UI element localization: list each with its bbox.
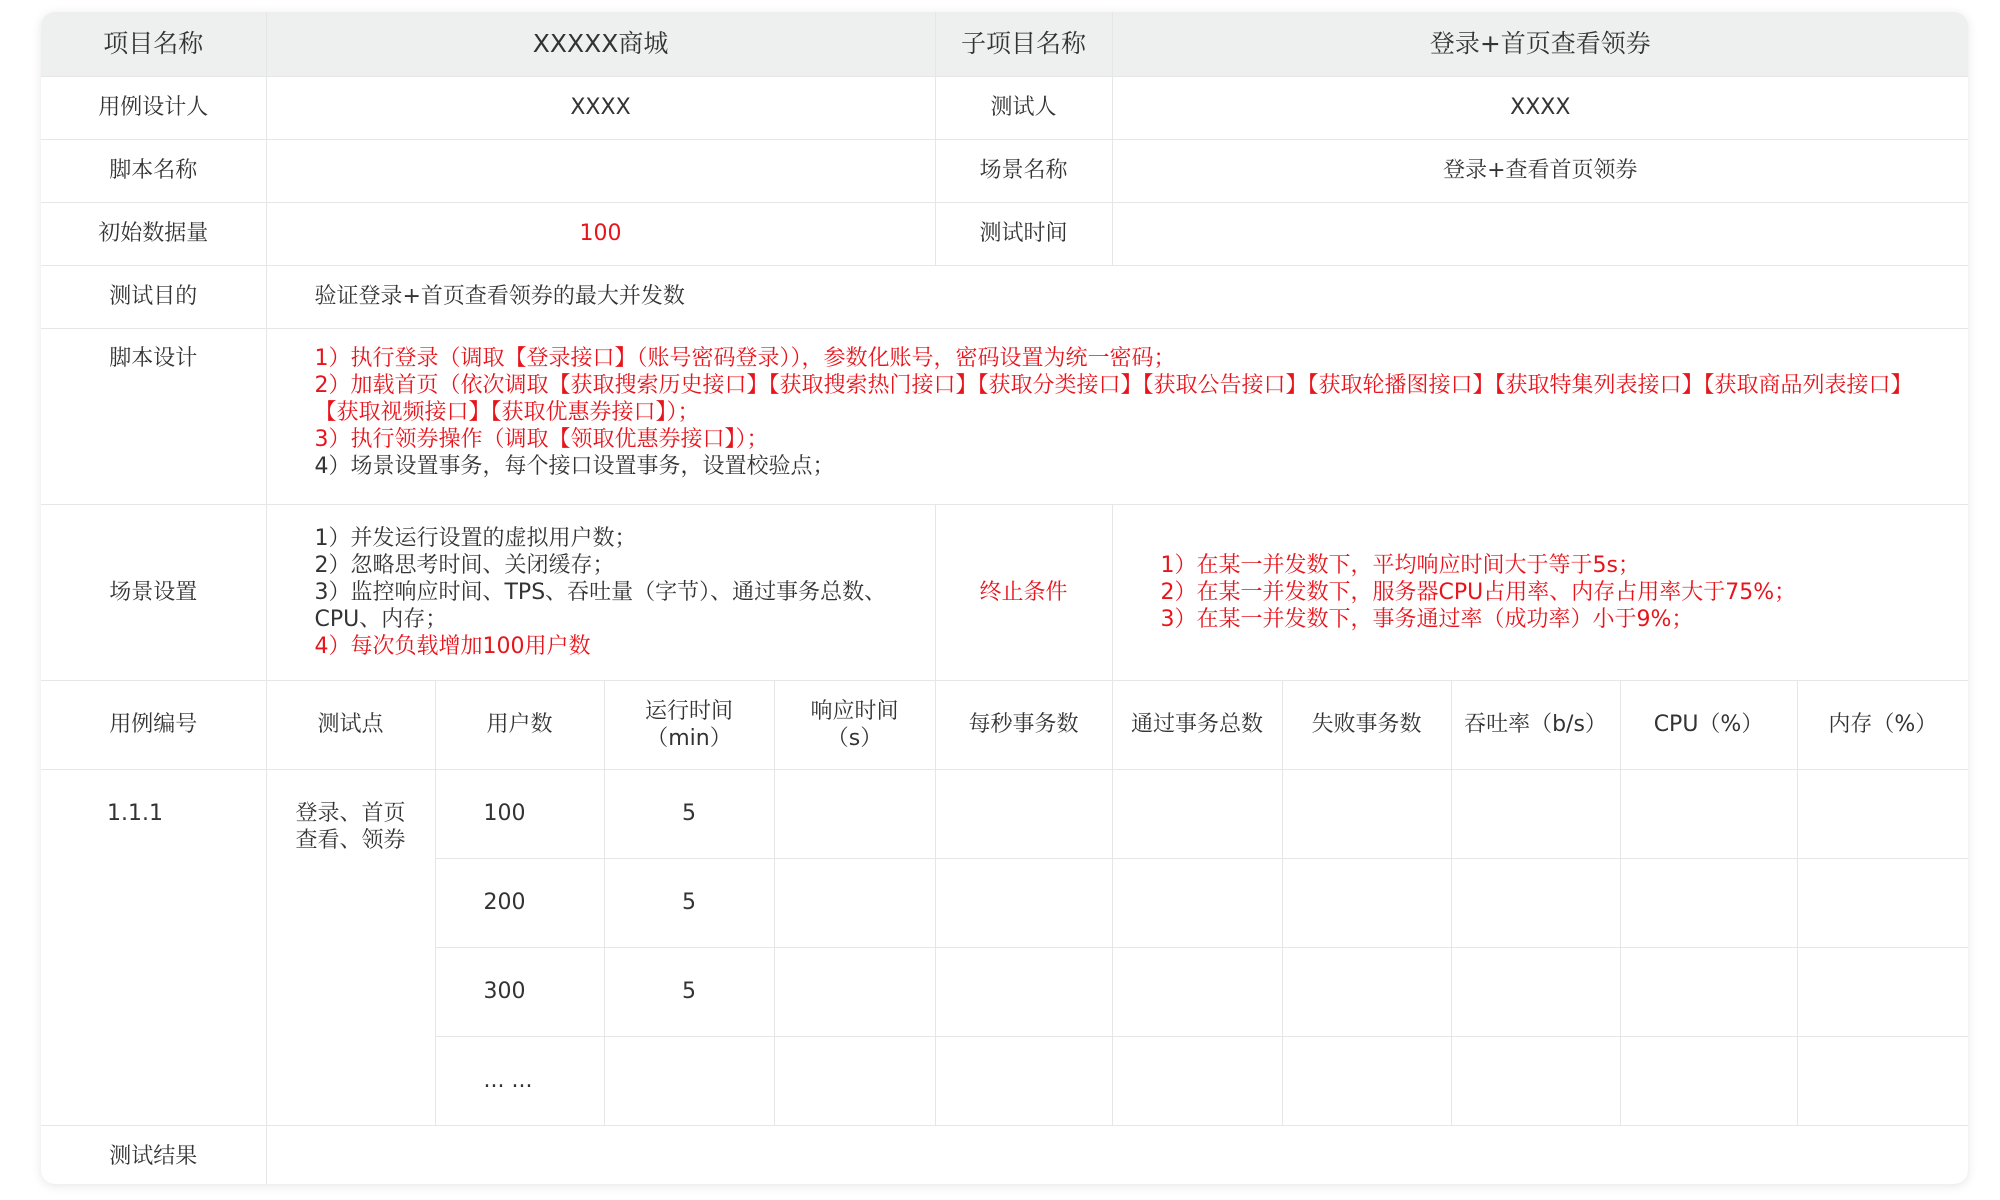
case-designer-label: 用例设计人 — [41, 76, 266, 139]
col-response-time-line1: 响应时间 — [810, 698, 899, 724]
subproject-name-label: 子项目名称 — [935, 12, 1112, 76]
col-response-time-line2: （s） — [826, 725, 883, 751]
scene-setting-3: 3）监控响应时间、TPS、吞吐量（字节）、通过事务总数、CPU、内存； — [314, 579, 887, 632]
cell-tps — [935, 1036, 1112, 1125]
header-row — [41, 12, 1968, 76]
cell-failed — [1282, 947, 1451, 1036]
scene-name-label: 场景名称 — [935, 139, 1112, 202]
scene-name-value: 登录+查看首页领券 — [1112, 139, 1968, 202]
stop-condition-content — [1112, 504, 1968, 680]
col-run-time-line2: （min） — [646, 725, 732, 751]
script-step-2: 2）加载首页（依次调取【获取搜索历史接口】【获取搜索热门接口】【获取分类接口】【获取公告接口】【获取轮播图接口】【获取特集列表接口】【获取商品列表接口】【获取视频接口】【获取优惠券接口】）； — [314, 372, 1913, 425]
cell-run-time — [604, 1036, 774, 1125]
cell-tps — [935, 858, 1112, 947]
col-memory: 内存（%） — [1797, 680, 1968, 769]
col-cpu: CPU（%） — [1620, 680, 1797, 769]
case-test-point-line1: 登录、首页 — [295, 800, 406, 826]
columns-header-row — [41, 680, 1968, 769]
cell-passed — [1112, 769, 1282, 858]
cell-run-time: 5 — [604, 769, 774, 858]
tester-value: XXXX — [1112, 76, 1968, 139]
tester-label: 测试人 — [935, 76, 1112, 139]
cell-cpu — [1620, 947, 1797, 1036]
cell-memory — [1797, 769, 1968, 858]
cell-users: 100 — [435, 769, 604, 858]
script-name-row — [41, 139, 1968, 202]
scene-settings-row — [41, 504, 1968, 680]
case-id: 1.1.1 — [41, 769, 266, 1125]
initial-data-value: 100 — [266, 202, 935, 265]
cell-run-time: 5 — [604, 947, 774, 1036]
cell-response-time — [774, 1036, 935, 1125]
cell-memory — [1797, 1036, 1968, 1125]
cell-users: 200 — [435, 858, 604, 947]
initial-data-row — [41, 202, 1968, 265]
col-failed-transactions: 失败事务数 — [1282, 680, 1451, 769]
cell-throughput — [1451, 1036, 1620, 1125]
subproject-name-value: 登录+首页查看领券 — [1112, 12, 1968, 76]
test-plan-card — [41, 12, 1968, 1184]
script-step-4: 4）场景设置事务，每个接口设置事务，设置校验点； — [314, 453, 835, 479]
stop-condition-3: 3）在某一并发数下，事务通过率（成功率）小于9%； — [1160, 606, 1694, 632]
cell-cpu — [1620, 858, 1797, 947]
script-step-3: 3）执行领券操作（调取【领取优惠券接口】）； — [314, 426, 769, 452]
col-throughput: 吞吐率（b/s） — [1451, 680, 1620, 769]
cell-response-time — [774, 858, 935, 947]
cell-users: ... ... — [435, 1036, 604, 1125]
scene-setting-1: 1）并发运行设置的虚拟用户数； — [314, 525, 637, 551]
scene-setting-4: 4）每次负载增加100用户数 — [314, 633, 591, 659]
project-name-label: 项目名称 — [41, 12, 266, 76]
cell-tps — [935, 769, 1112, 858]
cell-response-time — [774, 769, 935, 858]
script-name-label: 脚本名称 — [41, 139, 266, 202]
cell-response-time — [774, 947, 935, 1036]
cell-passed — [1112, 947, 1282, 1036]
initial-data-label: 初始数据量 — [41, 202, 266, 265]
case-designer-value: XXXX — [266, 76, 935, 139]
col-passed-transactions: 通过事务总数 — [1112, 680, 1282, 769]
purpose-value: 验证登录+首页查看领券的最大并发数 — [266, 265, 1968, 328]
cell-throughput — [1451, 858, 1620, 947]
script-design-label: 脚本设计 — [41, 328, 266, 504]
col-run-time-line1: 运行时间 — [644, 698, 733, 724]
case-test-point-line2: 查看、领券 — [295, 827, 406, 853]
test-plan-table — [41, 12, 1968, 1184]
stop-condition-label: 终止条件 — [935, 504, 1112, 680]
script-design-row — [41, 328, 1968, 504]
cell-failed — [1282, 858, 1451, 947]
result-row — [41, 1125, 1968, 1184]
cell-passed — [1112, 1036, 1282, 1125]
stop-condition-1: 1）在某一并发数下，平均响应时间大于等于5s； — [1160, 552, 1640, 578]
purpose-row — [41, 265, 1968, 328]
cell-users: 300 — [435, 947, 604, 1036]
scene-setting-2: 2）忽略思考时间、关闭缓存； — [314, 552, 615, 578]
test-result-value — [266, 1125, 1968, 1184]
case-test-point — [266, 769, 435, 1125]
col-users: 用户数 — [435, 680, 604, 769]
cell-throughput — [1451, 769, 1620, 858]
designer-row — [41, 76, 1968, 139]
script-step-1: 1）执行登录（调取【登录接口】（账号密码登录）），参数化账号，密码设置为统一密码； — [314, 345, 1176, 371]
cell-failed — [1282, 769, 1451, 858]
cell-cpu — [1620, 1036, 1797, 1125]
cell-throughput — [1451, 947, 1620, 1036]
col-tps: 每秒事务数 — [935, 680, 1112, 769]
cell-memory — [1797, 858, 1968, 947]
col-response-time — [774, 680, 935, 769]
table-row — [41, 769, 1968, 858]
col-case-id: 用例编号 — [41, 680, 266, 769]
cell-tps — [935, 947, 1112, 1036]
cell-cpu — [1620, 769, 1797, 858]
cell-failed — [1282, 1036, 1451, 1125]
col-run-time — [604, 680, 774, 769]
scene-settings-content — [266, 504, 935, 680]
project-name-value: XXXXX商城 — [266, 12, 935, 76]
purpose-label: 测试目的 — [41, 265, 266, 328]
cell-run-time: 5 — [604, 858, 774, 947]
cell-memory — [1797, 947, 1968, 1036]
col-test-point: 测试点 — [266, 680, 435, 769]
script-design-content — [266, 328, 1968, 504]
stop-condition-2: 2）在某一并发数下，服务器CPU占用率、内存占用率大于75%； — [1160, 579, 1797, 605]
test-time-label: 测试时间 — [935, 202, 1112, 265]
test-result-label: 测试结果 — [41, 1125, 266, 1184]
scene-settings-label: 场景设置 — [41, 504, 266, 680]
script-name-value — [266, 139, 935, 202]
cell-passed — [1112, 858, 1282, 947]
test-time-value — [1112, 202, 1968, 265]
